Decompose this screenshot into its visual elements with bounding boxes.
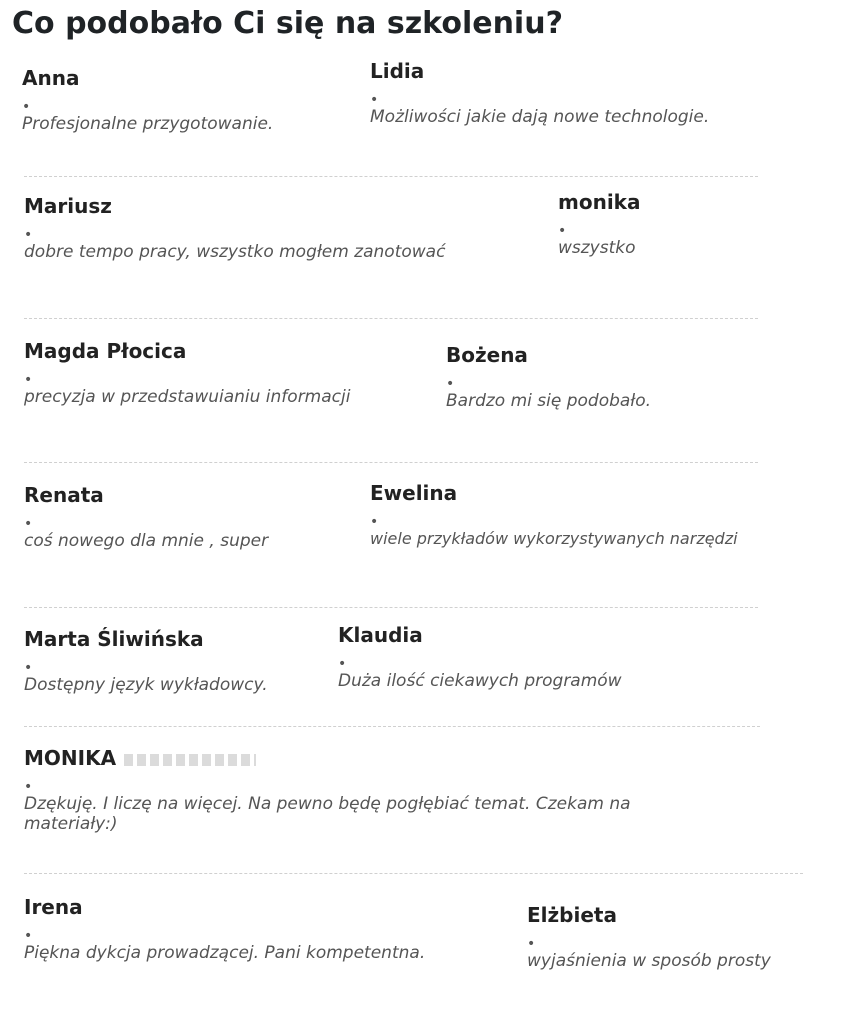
page-title: Co podobało Ci się na szkoleniu? (12, 6, 563, 41)
commenter-name-text: MONIKA (24, 746, 117, 770)
row-divider (24, 607, 758, 608)
bullet-icon: • (338, 656, 347, 672)
comment-text: Piękna dykcja prowadzącej. Pani kompetentna. (24, 943, 426, 963)
bullet-icon: • (24, 928, 33, 944)
bullet-icon: • (370, 92, 379, 108)
commenter-name: Magda Płocica (24, 339, 187, 363)
bullet-icon: • (24, 372, 33, 388)
comment-card (22, 66, 273, 134)
bullet-icon: • (24, 516, 33, 532)
commenter-name: Elżbieta (527, 903, 617, 927)
comment-card (24, 339, 350, 407)
commenter-name: Lidia (370, 59, 425, 83)
commenter-name: Irena (24, 895, 83, 919)
commenter-name: Renata (24, 483, 104, 507)
commenter-name: Anna (22, 66, 80, 90)
commenter-name (24, 746, 724, 770)
commenter-name: Mariusz (24, 194, 112, 218)
bullet-icon: • (558, 223, 567, 239)
comment-text: Profesjonalne przygotowanie. (22, 114, 274, 134)
bullet-icon: • (24, 227, 33, 243)
bullet-icon: • (446, 376, 455, 392)
row-divider (24, 462, 758, 463)
comment-text: Dostępny język wykładowcy. (24, 675, 268, 695)
commenter-name: monika (558, 190, 641, 214)
comment-text: Dzękuję. I liczę na więcej. Na pewno będę pogłębiać temat. Czekam na materiały:) (24, 794, 631, 834)
comment-text: wszystko (558, 238, 636, 258)
comment-card (446, 343, 651, 411)
comment-text: wyjaśnienia w sposób prosty (527, 951, 771, 971)
bullet-icon: • (370, 514, 379, 530)
bullet-icon: • (22, 99, 31, 115)
comment-card (338, 623, 622, 691)
comment-card (24, 194, 445, 262)
comment-text: Możliwości jakie dają nowe technologie. (370, 107, 710, 127)
commenter-name: Klaudia (338, 623, 423, 647)
bullet-icon: • (24, 660, 33, 676)
comment-card (24, 895, 425, 963)
comment-card (558, 190, 640, 258)
row-divider (24, 318, 758, 319)
comment-text: wiele przykładów wykorzystywanych narzędzi (370, 529, 738, 548)
comment-card (24, 483, 268, 551)
redacted-surname (124, 754, 256, 766)
comment-card (24, 746, 724, 834)
row-divider (24, 873, 803, 874)
commenter-name: Ewelina (370, 481, 458, 505)
comment-card (370, 59, 709, 127)
commenter-name: Marta Śliwińska (24, 627, 204, 651)
comment-text: precyzja w przedstawuianiu informacji (24, 387, 351, 407)
row-divider (24, 726, 760, 727)
comment-text: Duża ilość ciekawych programów (338, 671, 622, 691)
comment-text: dobre tempo pracy, wszystko mogłem zanotować (24, 242, 446, 262)
bullet-icon: • (24, 779, 33, 795)
comment-card (370, 481, 738, 549)
comment-card (527, 903, 771, 971)
row-divider (24, 176, 758, 177)
comment-text: coś nowego dla mnie , super (24, 531, 269, 551)
comment-card (24, 627, 268, 695)
bullet-icon: • (527, 936, 536, 952)
commenter-name: Bożena (446, 343, 528, 367)
comment-text: Bardzo mi się podobało. (446, 391, 651, 411)
